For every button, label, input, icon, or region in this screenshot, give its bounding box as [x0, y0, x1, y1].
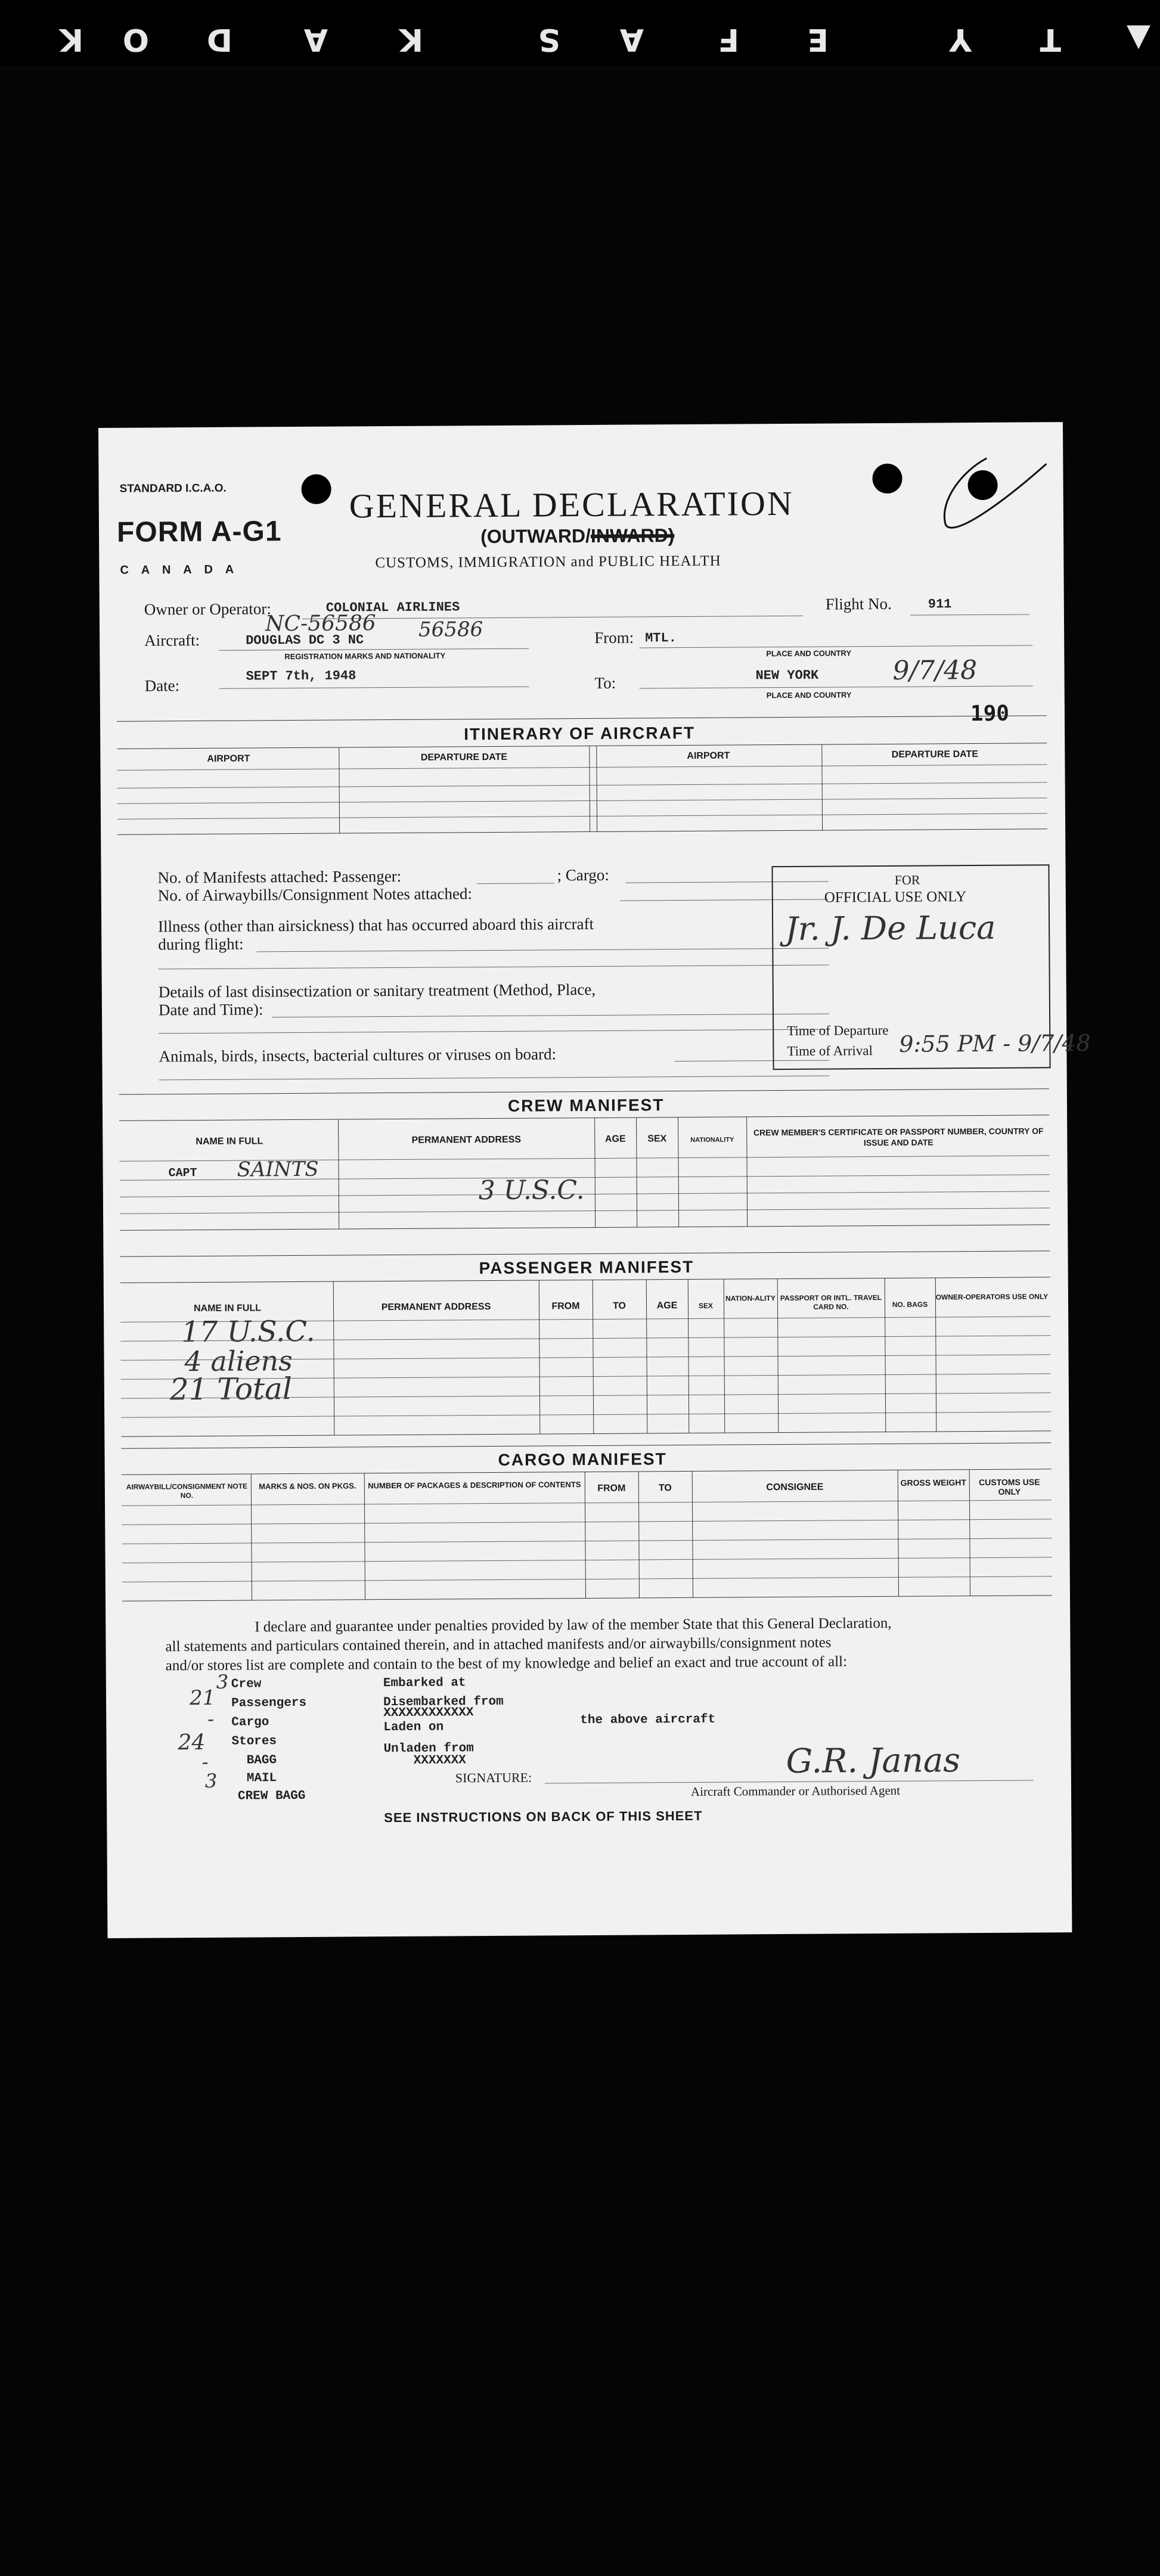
decl-above-aircraft: the above aircraft [580, 1712, 716, 1728]
from-label: From: [594, 628, 634, 647]
crew-row-address-hw: 3 U.S.C. [478, 1175, 585, 1206]
manifests-label: No. of Manifests attached: Passenger: [157, 867, 402, 887]
passenger-col-to: TO [612, 1301, 626, 1311]
film-glyph: A [300, 21, 328, 57]
row-line [122, 1576, 1052, 1582]
flight-value: 911 [928, 597, 952, 612]
cargo-title: CARGO MANIFEST [498, 1450, 667, 1469]
film-glyph: O [119, 21, 149, 57]
country-label: C A N A D A [120, 563, 239, 577]
commander-signature: G.R. Janas [786, 1741, 961, 1781]
arrival-time-value: 9:55 PM - 9/7/48 [899, 1029, 1091, 1057]
divider [119, 1088, 1049, 1095]
flight-line [910, 614, 1029, 615]
crew-col-certificate: CREW MEMBER'S CERTIFICATE OR PASSPORT NUMBER, COUNTRY OF ISSUE AND DATE [753, 1126, 1044, 1148]
standard-label: STANDARD I.C.A.O. [119, 482, 227, 495]
col-line [364, 1473, 365, 1599]
row-line [120, 1191, 1050, 1197]
commander-caption: Aircraft Commander or Authorised Agent [690, 1783, 901, 1799]
divider [122, 1595, 1052, 1602]
aircraft-label: Aircraft: [144, 631, 200, 650]
divider [117, 715, 1047, 722]
cargo-col-from: FROM [597, 1483, 626, 1494]
to-label: To: [594, 674, 616, 692]
film-glyph: Y [945, 21, 972, 57]
to-value: NEW YORK [755, 668, 819, 684]
row-line [122, 1500, 1052, 1506]
col-line [251, 1473, 252, 1600]
divider [121, 1430, 1051, 1437]
crew-col-name: NAME IN FULL [196, 1136, 263, 1147]
divider [122, 1469, 1052, 1475]
declaration-line-3: and/or stores list are complete and contain to the best of my knowledge and belief an exact and true account of all: [165, 1653, 848, 1674]
instructions-note: SEE INSTRUCTIONS ON BACK OF THIS SHEET [384, 1808, 703, 1826]
passenger-col-address: PERMANENT ADDRESS [381, 1302, 491, 1313]
animals-label: Animals, birds, insects, bacterial cultures or viruses on board: [159, 1045, 557, 1066]
decl-unladen: Unladen from [383, 1742, 474, 1756]
passenger-hw-3: 21 Total [169, 1371, 293, 1407]
departure-time-label: Time of Departure [787, 1022, 889, 1038]
row-line [120, 1208, 1050, 1214]
cargo-label: ; Cargo: [557, 865, 609, 884]
film-glyph: S [534, 21, 560, 57]
decl-num-passengers: 21 [189, 1686, 216, 1711]
crew-col-address: PERMANENT ADDRESS [411, 1134, 522, 1146]
film-glyph: K [55, 21, 83, 57]
passenger-hw-1: 17 U.S.C. [181, 1314, 315, 1349]
aircraft-value: DOUGLAS DC 3 NC [246, 632, 364, 648]
film-glyph: D [203, 21, 232, 57]
divider [120, 1224, 1050, 1231]
date-value: SEPT 7th, 1948 [246, 668, 356, 684]
film-glyph: ▲ [1123, 21, 1150, 57]
decl-item-mail: MAIL [246, 1771, 277, 1786]
place-country-caption-2: PLACE AND COUNTRY [766, 690, 852, 700]
official-for: FOR [894, 872, 920, 887]
crew-title: CREW MANIFEST [507, 1095, 665, 1115]
owner-value: COLONIAL AIRLINES [325, 600, 460, 616]
film-glyph: T [1036, 21, 1061, 57]
film-glyph: E [804, 21, 829, 57]
decl-item-stores: Stores [231, 1734, 277, 1749]
itinerary-title: ITINERARY OF AIRCRAFT [464, 723, 696, 744]
crew-col-sex: SEX [647, 1134, 667, 1144]
signature-label: SIGNATURE: [455, 1770, 532, 1786]
row-line [121, 1411, 1051, 1418]
passenger-col-owner: OWNER-OPERATORS USE ONLY [935, 1292, 1049, 1302]
punch-hole [301, 474, 331, 504]
passenger-hw-2: 4 aliens [184, 1345, 293, 1378]
date-line [219, 687, 529, 689]
cargo-col-consignee: CONSIGNEE [766, 1482, 824, 1493]
film-glyph: K [395, 21, 423, 57]
illness-line-1: Illness (other than airsickness) that has occurred aboard this aircraft [158, 914, 594, 936]
divider [119, 1115, 1049, 1121]
film-edge-text [55, 21, 1160, 57]
decl-num-mail: 3 [204, 1769, 218, 1792]
itinerary-col-departure: DEPARTURE DATE [420, 752, 508, 763]
row-line [117, 764, 1047, 771]
itinerary-col-departure-2: DEPARTURE DATE [891, 749, 979, 760]
direction-outward-text: (OUTWARD/ [480, 524, 591, 548]
crew-col-nationality: NATIONALITY [690, 1136, 734, 1144]
passenger-col-passport: PASSPORT OR INTL. TRAVEL CARD NO. [780, 1293, 882, 1311]
decl-laden: Laden on [383, 1720, 444, 1735]
row-line [122, 1519, 1052, 1525]
film-glyph: F [714, 21, 739, 57]
field-line [256, 948, 829, 952]
declaration-line-2: all statements and particulars contained therein, and in attached manifests and/or airwaybills/consignment notes [165, 1634, 832, 1655]
passenger-col-bags: NO. BAGS [892, 1300, 928, 1309]
col-line [678, 1117, 679, 1227]
film-glyph: A [616, 21, 644, 57]
field-line [159, 965, 829, 970]
decl-item-cargo: Cargo [231, 1715, 269, 1730]
col-line [589, 746, 590, 831]
passenger-col-sex: SEX [698, 1301, 714, 1310]
film-edge [0, 0, 1160, 66]
passenger-col-from: FROM [551, 1301, 580, 1312]
cargo-col-airwaybill: AIRWAYBILL/CONSIGNMENT NOTE NO. [126, 1482, 248, 1500]
owner-line [302, 616, 803, 619]
crew-col-age: AGE [604, 1134, 626, 1144]
divider [117, 743, 1047, 749]
official-signature: Jr. J. De Luca [784, 908, 996, 948]
decl-num-cargo: - [207, 1707, 215, 1730]
field-line [477, 883, 554, 884]
place-country-caption: PLACE AND COUNTRY [766, 648, 852, 659]
stamp-number: 190 [970, 701, 1010, 727]
passenger-col-age: AGE [656, 1301, 678, 1311]
decl-disembarked: Disembarked from [383, 1694, 504, 1710]
field-line [159, 1029, 829, 1034]
to-line [640, 685, 1033, 688]
aircraft-handwritten: NC-56586 [265, 611, 376, 637]
cargo-col-gross: GROSS WEIGHT [900, 1478, 967, 1488]
divider [121, 1442, 1051, 1449]
page-title: GENERAL DECLARATION [349, 483, 794, 526]
disinsect-line-2: Date and Time): [158, 1000, 263, 1019]
general-declaration-form [98, 422, 1091, 1938]
form-number: FORM A-G1 [116, 516, 282, 548]
passenger-title: PASSENGER MANIFEST [479, 1257, 694, 1278]
row-line [122, 1557, 1052, 1563]
passenger-col-nationality: NATION-ALITY [725, 1294, 776, 1303]
decl-xs-2: XXXXXXX [413, 1753, 466, 1768]
owner-label: Owner or Operator: [144, 600, 271, 619]
col-line [746, 1116, 748, 1226]
declaration-line-1: I declare and guarantee under penalties provided by law of the member State that this General Declaration, [255, 1615, 892, 1635]
registration-caption: REGISTRATION MARKS AND NATIONALITY [284, 651, 446, 662]
row-line [122, 1538, 1052, 1544]
passenger-col-name: NAME IN FULL [194, 1303, 262, 1314]
field-line [272, 1014, 829, 1018]
divider [120, 1277, 1050, 1283]
decl-num-stores: 24 [178, 1730, 206, 1755]
from-value: MTL. [645, 631, 677, 646]
arrival-time-label: Time of Arrival [787, 1043, 873, 1059]
row-line [117, 797, 1047, 804]
itinerary-col-airport: AIRPORT [207, 753, 250, 764]
decl-item-passengers: Passengers [231, 1696, 307, 1711]
crew-row-name-hw: SAINTS [237, 1157, 319, 1182]
decl-num-crew: 3 [216, 1670, 229, 1693]
row-line [117, 782, 1047, 789]
decl-item-crew: Crew [231, 1677, 262, 1692]
check-mark-icon [873, 434, 1053, 554]
cargo-col-customs: CUSTOMS USE ONLY [979, 1477, 1040, 1497]
crew-row-name: CAPT [168, 1166, 197, 1181]
date-handwritten: 9/7/48 [892, 655, 978, 686]
decl-num-bagg: - [201, 1750, 209, 1773]
from-line [639, 645, 1032, 648]
divider [117, 828, 1047, 835]
row-line [117, 813, 1047, 820]
aircraft-line [219, 648, 529, 651]
disinsect-line-1: Details of last disinsectization or sanitary treatment (Method, Place, [158, 980, 596, 1001]
divider [120, 1250, 1050, 1257]
direction-inward-struck: INWARD) [590, 524, 675, 547]
flight-label: Flight No. [825, 594, 892, 613]
decl-embarked: Embarked at [383, 1676, 466, 1691]
decl-xs-1: XXXXXXXXXXXX [383, 1706, 474, 1721]
cargo-col-packages: NUMBER OF PACKAGES & DESCRIPTION OF CONTENTS [368, 1480, 581, 1491]
field-line [159, 1076, 830, 1081]
direction-outward [480, 524, 675, 548]
official-title: OFFICIAL USE ONLY [824, 889, 967, 906]
form-subtitle: CUSTOMS, IMMIGRATION and PUBLIC HEALTH [375, 553, 721, 572]
decl-item-bagg: BAGG [246, 1753, 277, 1768]
date-label: Date: [144, 676, 180, 695]
cargo-col-marks: MARKS & NOS. ON PKGS. [259, 1481, 356, 1491]
aircraft-handwritten-2: 56586 [418, 617, 483, 642]
decl-item-crew-bagg: CREW BAGG [237, 1789, 306, 1804]
airwaybills-label: No. of Airwaybills/Consignment Notes attached: [157, 884, 473, 905]
illness-line-2: during flight: [158, 935, 244, 954]
official-use-box [772, 864, 1091, 1070]
cargo-col-to: TO [658, 1483, 672, 1494]
itinerary-col-airport-2: AIRPORT [687, 750, 730, 761]
col-line [898, 1470, 899, 1596]
